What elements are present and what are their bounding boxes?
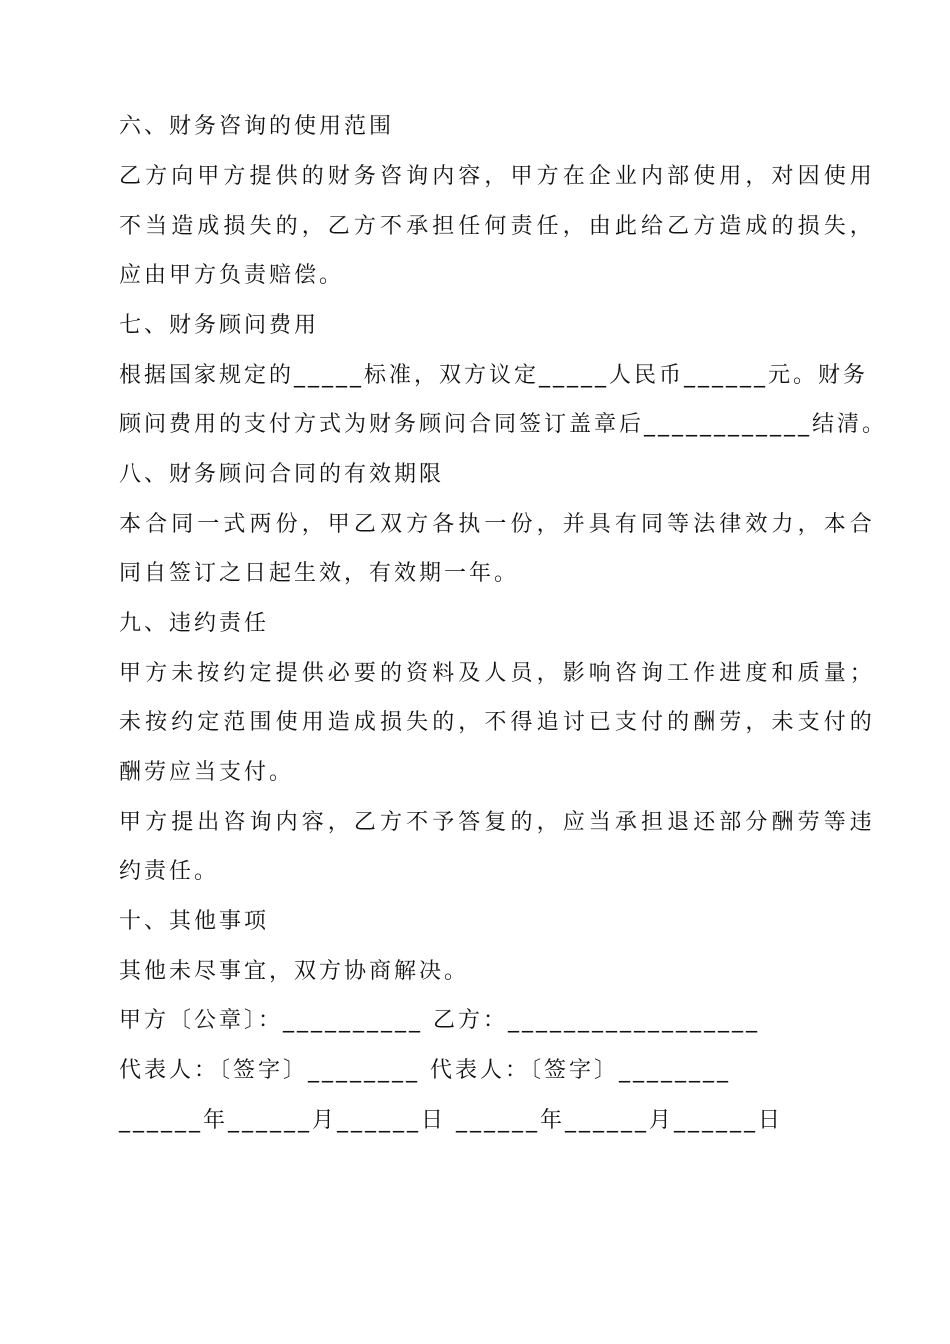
paragraph-line: 同自签订之日起生效，有效期一年。 xyxy=(119,561,520,586)
section-heading-9: 九、违约责任 xyxy=(119,611,270,636)
signature-date-line: ______年______月______日 ______年______月______日 xyxy=(119,1108,783,1133)
paragraph-line: 应由甲方负责赔偿。 xyxy=(119,263,345,288)
signature-representative-line: 代表人：〔签字〕________ 代表人：〔签字〕________ xyxy=(119,1058,731,1083)
section-heading-8: 八、财务顾问合同的有效期限 xyxy=(119,462,445,487)
paragraph-line: 根据国家规定的_____标准，双方议定_____人民币______元。财务 xyxy=(119,363,869,388)
paragraph-line: 其他未尽事宜，双方协商解决。 xyxy=(119,959,470,984)
paragraph-line: 不当造成损失的，乙方不承担任何责任，由此给乙方造成的损失， xyxy=(119,214,876,239)
paragraph-line: 甲方提出咨询内容，乙方不予答复的，应当承担退还部分酬劳等违 xyxy=(119,810,876,835)
paragraph-line: 甲方未按约定提供必要的资料及人员，影响咨询工作进度和质量； xyxy=(119,661,876,686)
signature-party-line: 甲方〔公章〕：__________ 乙方：__________________ xyxy=(119,1008,760,1033)
paragraph-line: 乙方向甲方提供的财务咨询内容，甲方在企业内部使用，对因使用 xyxy=(119,164,876,189)
paragraph-line: 酬劳应当支付。 xyxy=(119,760,295,785)
paragraph-line: 未按约定范围使用造成损失的，不得追讨已支付的酬劳，未支付的 xyxy=(119,710,876,735)
section-heading-7: 七、财务顾问费用 xyxy=(119,313,320,338)
paragraph-line: 约责任。 xyxy=(119,859,220,884)
paragraph-line: 本合同一式两份，甲乙双方各执一份，并具有同等法律效力，本合 xyxy=(119,512,876,537)
section-heading-6: 六、财务咨询的使用范围 xyxy=(119,114,395,139)
section-heading-10: 十、其他事项 xyxy=(119,909,270,934)
paragraph-line: 顾问费用的支付方式为财务顾问合同签订盖章后____________结清。 xyxy=(119,412,888,437)
